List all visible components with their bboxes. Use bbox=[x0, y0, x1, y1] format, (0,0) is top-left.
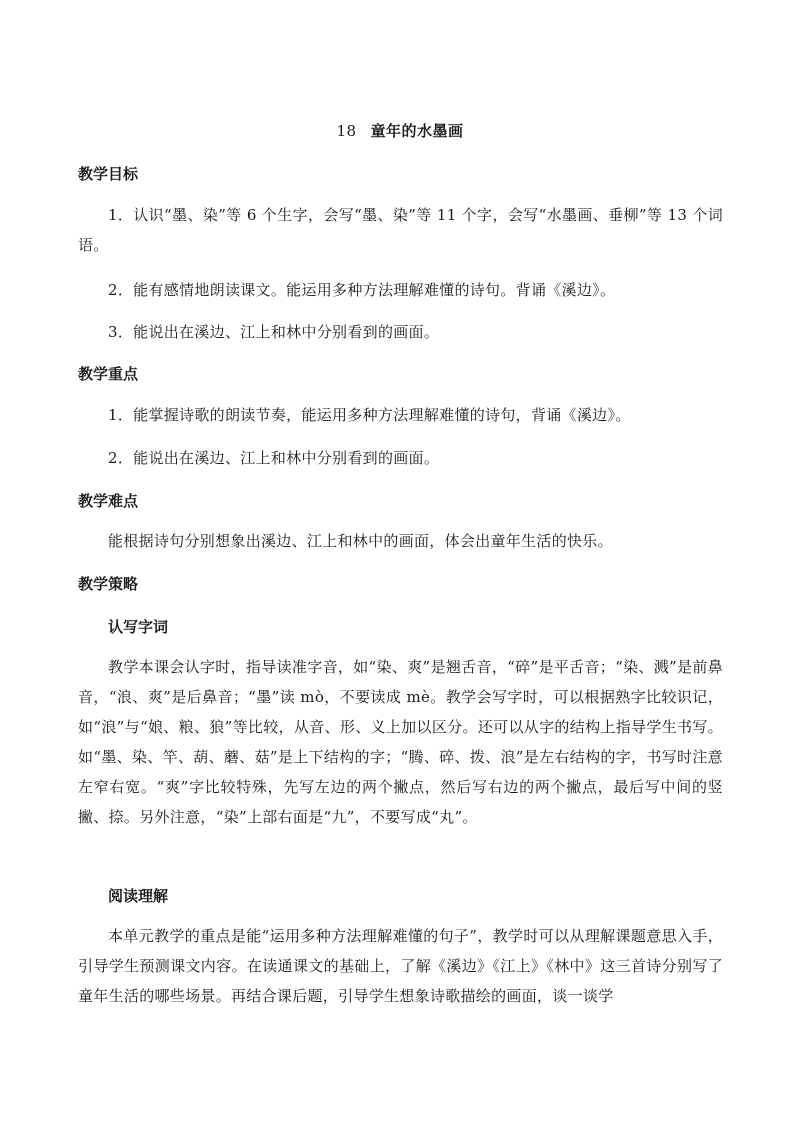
lesson-title-text: 童年的水墨画 bbox=[370, 122, 464, 140]
goal-item-2: 2．能有感情地朗读课文。能运用多种方法理解难懂的诗句。背诵《溪边》。 bbox=[108, 281, 616, 299]
heading-strategy: 教学策略 bbox=[78, 575, 139, 593]
heading-key-points: 教学重点 bbox=[78, 365, 139, 383]
lesson-title bbox=[0, 120, 800, 141]
goal-item-3: 3．能说出在溪边、江上和林中分别看到的画面。 bbox=[108, 323, 440, 341]
difficulties-text: 能根据诗句分别想象出溪边、江上和林中的画面，体会出童年生活的快乐。 bbox=[108, 532, 613, 550]
lesson-number: 18 bbox=[336, 122, 357, 140]
subheading-reading: 阅读理解 bbox=[108, 887, 169, 905]
heading-goals: 教学目标 bbox=[78, 165, 139, 183]
key-point-item-1: 1．能掌握诗歌的朗读节奏，能运用多种方法理解难懂的诗句，背诵《溪边》。 bbox=[108, 406, 631, 424]
subheading-literacy: 认写字词 bbox=[108, 618, 169, 636]
reading-text: 本单元教学的重点是能“运用多种方法理解难懂的句子”，教学时可以从理解课题意思入手，引导学生预测课文内容。在读通课文的基础上，了解《溪边》《江上》《林中》这三首诗分别写了童年生活的哪些场景。再结合课后题，引导学生想象诗歌描绘的画面，谈一谈学 bbox=[78, 927, 723, 1005]
heading-difficulties: 教学难点 bbox=[78, 492, 139, 510]
goal-item-1: 1．认识“墨、染”等 6 个生字，会写“墨、染”等 11 个字，会写“水墨画、垂柳”等 13 个词语。 bbox=[78, 206, 723, 254]
key-point-item-2: 2．能说出在溪边、江上和林中分别看到的画面。 bbox=[108, 449, 440, 467]
literacy-text: 教学本课会认字时，指导读准字音，如“染、爽”是翘舌音，“碎”是平舌音；“染、溅”是前鼻音，“浪、爽”是后鼻音；“墨”读 mò，不要读成 mè。教学会写字时，可以根据熟字比较识记，如“浪”与“娘、粮、狼”等比较，从音、形、义上加以区分。还可以从字的结构上指导学生书写。如“墨、染、竿、葫、蘑、菇”是上下结构的字；“腾、碎、拨、浪”是左右结构的字，书写时注意左窄右宽。“爽”字比较特殊，先写左边的两个撇点，然后写右边的两个撇点，最后写中间的竖撇、捺。另外注意，“染”上部右面是“九”，不要写成“丸”。 bbox=[78, 658, 723, 826]
